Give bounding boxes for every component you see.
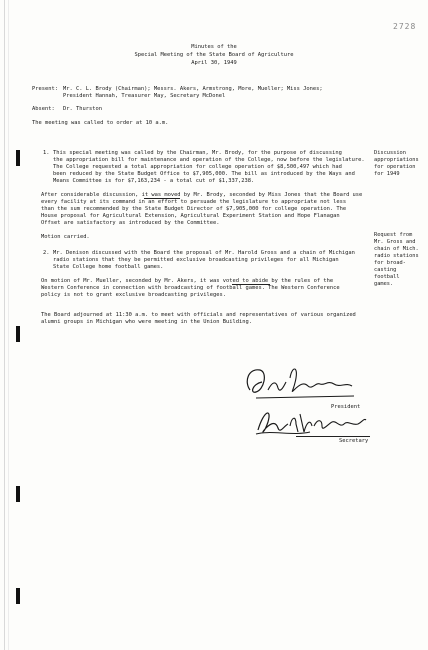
header-line-1: Minutes of the [191, 44, 237, 50]
present-line-2: President Hannah, Treasurer May, Secretary McDonel [63, 93, 226, 99]
secretary-signature-line [296, 436, 370, 437]
page-number: 2728 [393, 22, 417, 31]
present-line-1: Mr. C. L. Brody (Chairman); Messrs. Akers, Armstrong, More, Mueller; Miss Jones; [63, 86, 323, 92]
margin-note-discussion-line: appropriations [374, 157, 419, 163]
item-1-line: Means Committee is for $7,163,234 - a total cut of $1,337,238. [53, 178, 255, 184]
item-2-number: 2. [43, 250, 50, 256]
item-1-line: This special meeting was called by the Chairman, Mr. Brody, for the purpose of discussing [53, 150, 342, 156]
item-2-line: State College home football games. [53, 264, 164, 270]
margin-note-broadcast-line: for broad- [374, 260, 406, 266]
secretary-label: Secretary [339, 438, 369, 444]
item-2-line: Mr. Denison discussed with the Board the proposal of Mr. Harold Gross and a chain of Michigan [53, 250, 355, 256]
header-line-2: Special Meeting of the State Board of Agriculture [134, 52, 294, 58]
mueller-line: On motion of Mr. Mueller, seconded by Mr. Akers, it was voted to abide by the rules of the [41, 278, 334, 284]
binder-mark [16, 326, 20, 342]
discussion-line: After considerable discussion, it was moved by Mr. Brody, seconded by Miss Jones that the Board use [41, 192, 363, 198]
item-1-line: been reduced by the State Budget Office to $7,905,000. The bill as introduced by the Ways and [53, 171, 355, 177]
adjourn-line: The Board adjourned at 11:30 a.m. to meet with officials and representatives of various organized [41, 312, 356, 318]
discussion-line: every facility at its command in an effort to persuade the legislature to appropriate not less [41, 199, 347, 205]
margin-note-discussion-line: for 1949 [374, 171, 400, 177]
discussion-line: than the sum recommended by the State Budget Director of $7,905,000 for college operation. The [41, 206, 347, 212]
margin-note-broadcast-line: Request from [374, 232, 413, 238]
margin-note-broadcast-line: Mr. Gross and [374, 239, 416, 245]
margin-note-discussion-line: for operation [374, 164, 416, 170]
item-1-line: the appropriation bill for maintenance and operation of the College, now before the legislature. [53, 157, 365, 163]
motion-carried: Motion carried. [41, 234, 90, 240]
binder-mark [16, 150, 20, 166]
margin-note-broadcast-line: football [374, 274, 400, 280]
margin-note-broadcast-line: casting [374, 267, 397, 273]
underline-voted [232, 284, 270, 285]
header-line-3: April 30, 1949 [191, 60, 237, 66]
mueller-line: policy is not to grant exclusive broadcasting privileges. [41, 292, 226, 298]
margin-note-discussion-line: Discussion [374, 150, 406, 156]
president-label: President [331, 404, 361, 410]
absent-value: Dr. Thurston [63, 106, 102, 112]
item-1-number: 1. [43, 150, 50, 156]
mueller-line: Western Conference in connection with broadcasting of football games. The Western Conference [41, 285, 340, 291]
margin-note-broadcast-line: chain of Mich. [374, 246, 419, 252]
item-1-line: The College requested a total appropriation for college operation of $8,500,497 which had [53, 164, 342, 170]
absent-label: Absent: [32, 106, 55, 112]
adjourn-line: alumni groups in Michigan who were meeting in the Union Building. [41, 319, 252, 325]
president-signature [238, 360, 358, 402]
binder-mark [16, 588, 20, 604]
call-to-order: The meeting was called to order at 10 a.m. [32, 120, 169, 126]
underline-moved [144, 198, 180, 199]
discussion-line: Offset are satisfactory as introduced by the Committee. [41, 220, 220, 226]
item-2-line: radio stations that they be permitted exclusive broadcasting privileges for all Michigan [53, 257, 339, 263]
page-edge [4, 0, 5, 650]
margin-note-broadcast-line: games. [374, 281, 394, 287]
present-label: Present: [32, 86, 58, 92]
binder-mark [16, 486, 20, 502]
page-edge-inner [8, 0, 9, 650]
margin-note-broadcast-line: radio stations [374, 253, 419, 259]
discussion-line: House proposal for Agricultural Extension, Agricultural Experiment Station and Hope Flanagan [41, 213, 340, 219]
secretary-signature [250, 404, 368, 438]
